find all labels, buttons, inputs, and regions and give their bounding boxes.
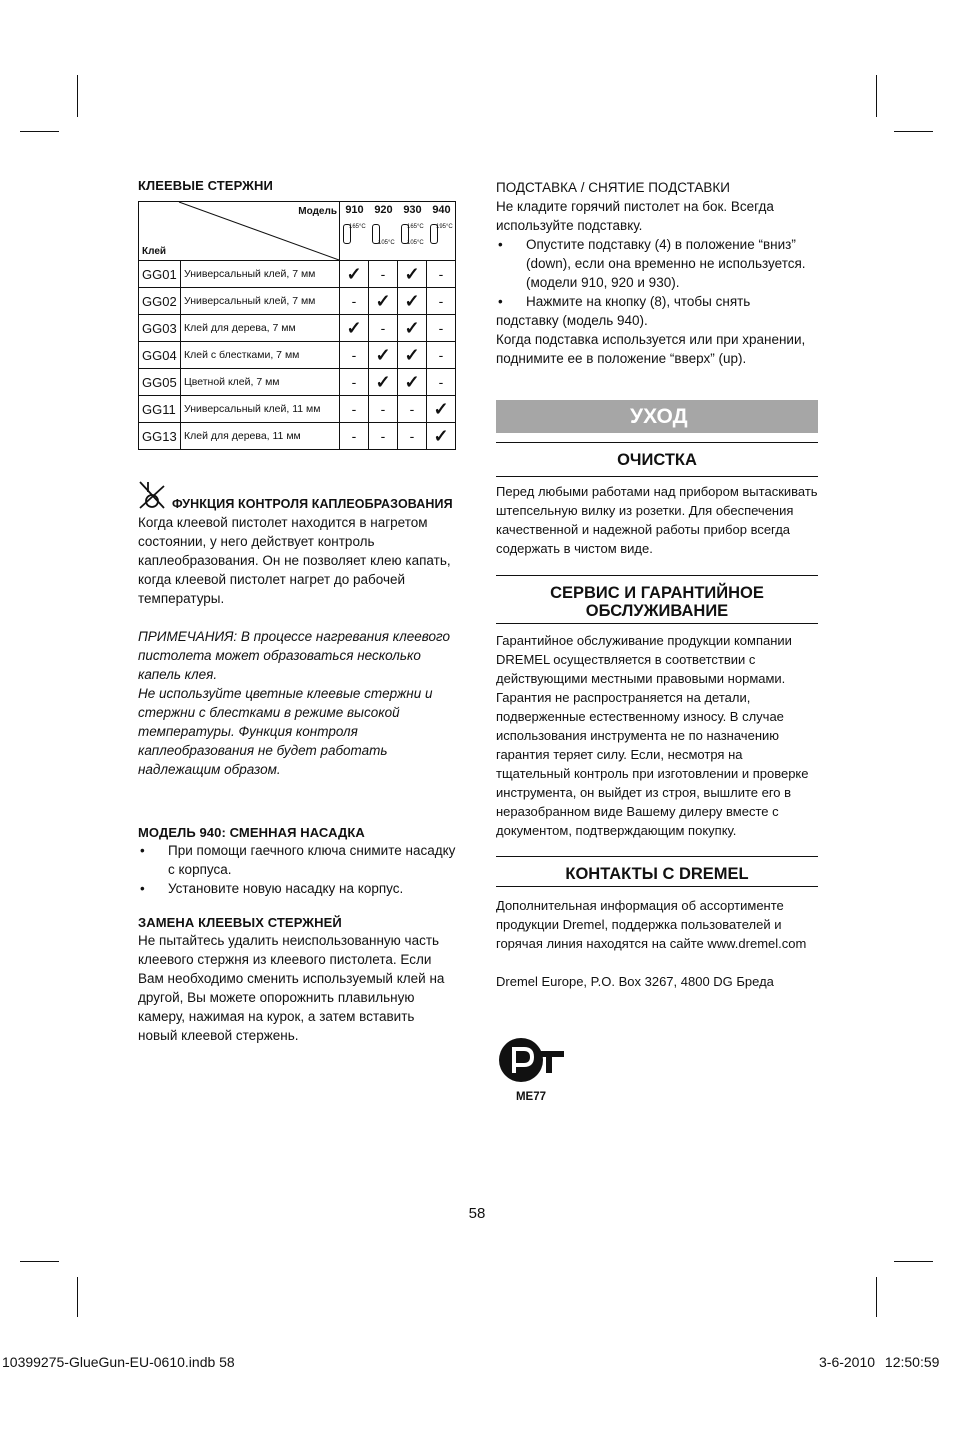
glue-sticks-heading: КЛЕЕВЫЕ СТЕРЖНИ xyxy=(138,178,273,193)
no-drip-icon xyxy=(136,478,170,512)
crop-mark xyxy=(876,75,877,117)
glue-name: Клей для дерева, 7 мм xyxy=(181,315,340,342)
rst-certification-icon xyxy=(496,1035,566,1085)
not-compatible-dash: - xyxy=(427,369,456,396)
not-compatible-dash: - xyxy=(427,315,456,342)
glue-table xyxy=(138,201,456,450)
glue-name: Универсальный клей, 7 мм xyxy=(181,261,340,288)
service-text: Гарантийное обслуживание продукции компании DREMEL осуществляется в соответствии с действующими местными правовыми нормами. Гарантия не распространяется на детали, подверженные естественному износу. В случае использования инструмента не по назначению гарантия теряет силу. Если, несмотря на тщательный контроль при изготовлении и проверке инструмента, он выйдет из строя, вышлите его в неразобранном виде Вашему дилеру вместе с документом, подтверждающим покупку. xyxy=(496,633,809,838)
stand-outro: Когда подставка используется или при хранении, поднимите ее в положение “вверх” (up). xyxy=(496,332,806,366)
not-compatible-dash: - xyxy=(398,396,427,423)
list-item: • Нажмите на кнопку (8), чтобы снять xyxy=(496,292,818,311)
not-compatible-dash: - xyxy=(340,342,369,369)
cleaning-text: Перед любыми работами над прибором вытаскивать штепсельную вилку из розетки. Для обеспечения качественной и надежной работы прибор всегда содержать в чистом виде. xyxy=(496,484,818,556)
compatible-check-icon: ✓ xyxy=(369,369,398,396)
table-row xyxy=(139,288,456,315)
glue-code: GG03 xyxy=(139,315,181,342)
service-heading xyxy=(496,575,818,624)
not-compatible-dash: - xyxy=(398,423,427,450)
model-910: 910 xyxy=(345,204,364,216)
crop-mark xyxy=(20,1261,59,1262)
contacts-heading: КОНТАКТЫ С DREMEL xyxy=(496,856,818,887)
models-header xyxy=(340,202,456,261)
glue-code: GG05 xyxy=(139,369,181,396)
list-item: • При помощи гаечного ключа снимите насадку с корпуса. xyxy=(138,841,456,879)
drip-heading: ФУНКЦИЯ КОНТРОЛЯ КАПЛЕОБРАЗОВАНИЯ xyxy=(172,497,453,511)
compatible-check-icon: ✓ xyxy=(340,261,369,288)
crop-mark xyxy=(77,75,78,117)
not-compatible-dash: - xyxy=(369,423,398,450)
table-row xyxy=(139,369,456,396)
nozzle-section xyxy=(138,825,456,898)
table-diagonal-header xyxy=(139,202,340,261)
table-row xyxy=(139,396,456,423)
not-compatible-dash: - xyxy=(369,396,398,423)
compatible-check-icon: ✓ xyxy=(427,396,456,423)
glue-code: GG01 xyxy=(139,261,181,288)
page-number: 58 xyxy=(468,1205,486,1222)
right-column xyxy=(496,178,818,1103)
footer-file: 10399275-GlueGun-EU-0610.indb 58 xyxy=(2,1354,235,1370)
stand-list xyxy=(496,235,818,311)
crop-mark xyxy=(894,1261,933,1262)
list-item: • Опустите подставку (4) в положение “вниз” (down), если она временно не используется. (модели 910, 920 и 930). xyxy=(496,235,818,292)
compatible-check-icon: ✓ xyxy=(398,261,427,288)
drip-note-2: Не используйте цветные клеевые стержни и стержни с блестками в режиме высокой температуры. Функция контроля каплеобразования не будет работать надлежащим образом. xyxy=(138,686,433,777)
glue-name: Клей для дерева, 11 мм xyxy=(181,423,340,450)
glue-name: Цветной клей, 7 мм xyxy=(181,369,340,396)
crop-mark xyxy=(77,1277,78,1317)
model-label: Модель xyxy=(298,206,337,217)
list-item: • Установите новую насадку на корпус. xyxy=(138,879,456,898)
nozzle-heading: МОДЕЛЬ 940: СМЕННАЯ НАСАДКА xyxy=(138,825,365,840)
address-text: Dremel Europe, P.O. Box 3267, 4800 DG Бреда xyxy=(496,974,774,989)
compatible-check-icon: ✓ xyxy=(398,369,427,396)
replace-section xyxy=(138,915,456,1045)
compatible-check-icon: ✓ xyxy=(398,288,427,315)
compatible-check-icon: ✓ xyxy=(427,423,456,450)
table-row xyxy=(139,315,456,342)
left-column xyxy=(138,178,456,1045)
temp-930-low: 105°C xyxy=(407,240,424,246)
crop-mark xyxy=(20,131,59,132)
temp-940: 195°C xyxy=(436,224,453,230)
glue-rows xyxy=(139,261,456,450)
model-920: 920 xyxy=(374,204,393,216)
compatible-check-icon: ✓ xyxy=(398,315,427,342)
cleaning-heading: ОЧИСТКА xyxy=(496,442,818,477)
glue-label: Клей xyxy=(142,246,167,257)
model-numbers xyxy=(340,204,456,216)
service-heading-line-1: СЕРВИС И ГАРАНТИЙНОЕ xyxy=(550,584,764,602)
glue-code: GG11 xyxy=(139,396,181,423)
drip-text: Когда клеевой пистолет находится в нагретом состоянии, у него действует контроль каплеобразования. Он не позволяет клею капать, когда клеевой пистолет нагрет до рабочей температуры. xyxy=(138,515,451,606)
compatible-check-icon: ✓ xyxy=(369,342,398,369)
temp-920: 105°C xyxy=(378,240,395,246)
model-940: 940 xyxy=(432,204,451,216)
temp-930-high: 165°C xyxy=(407,224,424,230)
not-compatible-dash: - xyxy=(340,423,369,450)
stand-heading: ПОДСТАВКА / СНЯТИЕ ПОДСТАВКИ xyxy=(496,180,730,195)
crop-mark xyxy=(876,1277,877,1317)
not-compatible-dash: - xyxy=(340,396,369,423)
stand-intro: Не кладите горячий пистолет на бок. Всегда используйте подставку. xyxy=(496,199,774,233)
contacts-text: Дополнительная информация об ассортименте продукции Dremel, поддержка пользователей и горячая линия находятся на сайте www.dremel.com xyxy=(496,898,807,951)
glue-name: Универсальный клей, 7 мм xyxy=(181,288,340,315)
glue-code: GG04 xyxy=(139,342,181,369)
glue-name: Клей с блестками, 7 мм xyxy=(181,342,340,369)
glue-name: Универсальный клей, 11 мм xyxy=(181,396,340,423)
table-row xyxy=(139,342,456,369)
table-row xyxy=(139,261,456,288)
not-compatible-dash: - xyxy=(340,288,369,315)
not-compatible-dash: - xyxy=(340,369,369,396)
stand-item2-cont: подставку (модель 940). xyxy=(496,313,648,328)
footer-timestamp: 3-6-2010 12:50:59 xyxy=(819,1354,940,1370)
replace-heading: ЗАМЕНА КЛЕЕВЫХ СТЕРЖНЕЙ xyxy=(138,915,342,930)
not-compatible-dash: - xyxy=(369,261,398,288)
drip-note-1: ПРИМЕЧАНИЯ: В процессе нагревания клеевого пистолета может образоваться несколько капель клея. xyxy=(138,629,450,682)
model-930: 930 xyxy=(403,204,422,216)
crop-mark xyxy=(894,131,933,132)
not-compatible-dash: - xyxy=(427,288,456,315)
compatible-check-icon: ✓ xyxy=(340,315,369,342)
compatible-check-icon: ✓ xyxy=(369,288,398,315)
not-compatible-dash: - xyxy=(427,342,456,369)
temp-910: 165°C xyxy=(349,224,366,230)
glue-code: GG02 xyxy=(139,288,181,315)
table-row xyxy=(139,423,456,450)
not-compatible-dash: - xyxy=(369,315,398,342)
certification-mark xyxy=(496,1035,566,1103)
drip-section xyxy=(138,480,456,779)
nozzle-list xyxy=(138,841,456,898)
compatible-check-icon: ✓ xyxy=(398,342,427,369)
glue-code: GG13 xyxy=(139,423,181,450)
not-compatible-dash: - xyxy=(427,261,456,288)
service-heading-line-2: ОБСЛУЖИВАНИЕ xyxy=(585,602,729,620)
cert-code: МЕ77 xyxy=(515,1091,547,1103)
replace-text: Не пытайтесь удалить неиспользованную часть клеевого стержня из клеевого пистолета. Если Вам необходимо сменить используемый клей на другой, Вы можете опорожнить плавильную камеру, нажимая на курок, а затем вставить новый клеевой стержень. xyxy=(138,933,445,1043)
care-title: УХОД xyxy=(496,400,818,433)
